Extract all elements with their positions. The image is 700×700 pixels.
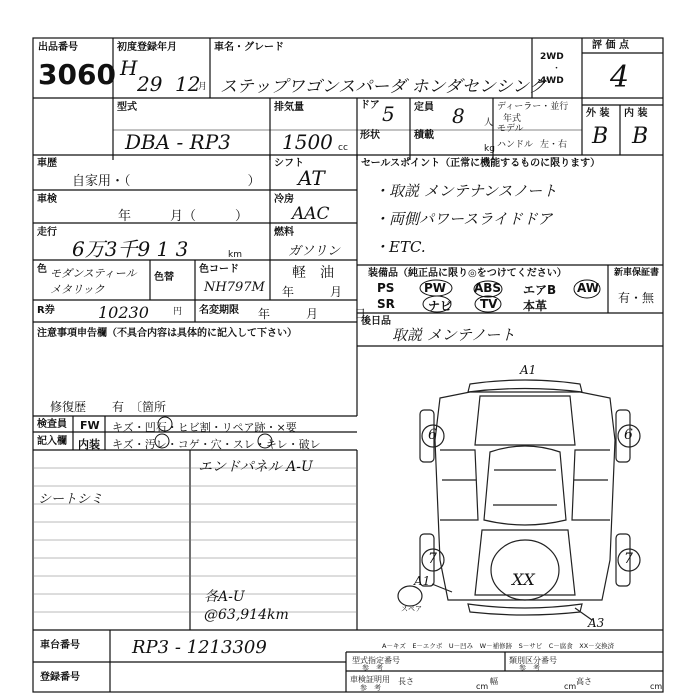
warranty-label: 新車保証書	[614, 268, 660, 278]
legend-text: A－キズ E－エクボ U－凹み W－補修跡 S－サビ C－腐食 XX－交換済	[382, 642, 615, 650]
cert-length: 長さ	[398, 677, 414, 686]
mileage-value: 6万3千9 1 3	[72, 237, 189, 261]
inspection-label: 車検	[37, 194, 57, 205]
note-engine: エンドパネル A-U	[198, 459, 313, 475]
exterior-label: 外 装	[586, 108, 610, 119]
interior-value: B	[632, 124, 649, 149]
handle-value: 左・右	[540, 140, 568, 150]
model-value: ステップワゴンスパーダ ホンダセンシング	[220, 77, 546, 97]
mileage-unit: km	[228, 250, 242, 260]
chassis-value: RP3 - 1213309	[132, 637, 267, 658]
cert-length-unit: cm	[476, 682, 489, 691]
equip-aw: AW	[577, 281, 599, 295]
lot-number-label: 出品番号	[38, 42, 78, 53]
note-seat: シートシミ	[38, 492, 104, 507]
drive-dot: ・	[552, 64, 562, 74]
color-code-label: 色コード	[199, 264, 239, 275]
grade-label: 評 価 点	[592, 40, 629, 51]
dealer-label: ディーラー・並行	[497, 102, 569, 112]
first-reg-year: 29	[137, 72, 163, 96]
type-designation-label: 型式指定番号	[352, 656, 400, 665]
sales-points-label: セールスポイント（正常に機能するものに限ります）	[361, 158, 601, 169]
katashiki-value: DBA - RP3	[125, 130, 231, 154]
mark-left-front: 6	[428, 427, 437, 443]
history-label: 車歴	[37, 158, 57, 169]
equipment-label: 装備品（純正品に限り◎をつけてください）	[368, 268, 567, 279]
displacement-label: 排気量	[274, 102, 304, 113]
capacity-label: 定員	[414, 102, 434, 113]
mark-top: A1	[520, 363, 537, 377]
cert-sub: 参 考	[360, 684, 381, 692]
fuel-gasoline: ガソリン	[288, 244, 341, 259]
name-change-label: 名変期限	[199, 305, 239, 316]
katashiki-label: 型式	[117, 102, 137, 113]
interior-check-label: 内装	[78, 438, 100, 451]
class-number-label: 類別区分番号	[509, 656, 557, 665]
spare-label: スペア	[401, 605, 422, 613]
inspector-label: 検査員	[37, 419, 67, 430]
mark-right-rear: 7	[624, 551, 633, 567]
shift-value: AT	[298, 166, 325, 190]
loadcap-unit: kg	[484, 144, 495, 154]
mark-right-front: 6	[624, 427, 633, 443]
class-number-sub: 参 考	[519, 664, 540, 672]
mark-left-bottom: A1	[414, 574, 431, 588]
grade-value: 4	[610, 60, 630, 95]
entry-label: 記入欄	[37, 436, 67, 447]
color-change-label: 色替	[154, 272, 174, 283]
capacity-value: 8	[452, 104, 465, 128]
first-reg-month-unit: 月	[198, 82, 208, 92]
equip-pw: PW	[424, 281, 447, 295]
model-label-small: モデル	[497, 124, 524, 134]
note-each: 各A-U	[204, 589, 245, 605]
registration-label: 登録番号	[40, 672, 80, 683]
first-reg-month: 12	[175, 72, 201, 96]
recycle-label: R券	[37, 305, 55, 316]
color-value: モダンスティール メタリック	[50, 267, 137, 296]
mark-center: XX	[512, 570, 535, 589]
inspection-value: 年 月（ ）	[118, 209, 249, 224]
shape-label: 形状	[360, 130, 380, 141]
equip-sr: SR	[377, 297, 395, 311]
loadcap-label: 積載	[414, 130, 434, 141]
fuel-label: 燃料	[274, 227, 294, 238]
equip-tv: TV	[480, 297, 498, 311]
sales-point-1: ・取説 メンテナンスノート	[374, 182, 558, 200]
equip-leather: 本革	[523, 299, 548, 313]
cert-label: 車検証明用	[350, 675, 390, 684]
lot-number: 3060	[38, 58, 116, 91]
afterwards-label: 後日品	[361, 316, 391, 327]
mileage-label: 走行	[37, 227, 57, 238]
first-reg-era: H	[120, 56, 138, 80]
model-label: 車名・グレード	[214, 42, 284, 53]
note-meter: @63,914km	[204, 607, 289, 623]
displacement-value: 1500	[282, 130, 333, 154]
drive-4wd: 4WD	[540, 76, 564, 86]
interior-check-text: キズ・汚レ・コゲ・穴・スレ・キレ・破レ	[112, 438, 321, 451]
doors-label: ドア	[360, 100, 380, 111]
repair-history-label: 修復歴	[50, 400, 87, 414]
cert-height: 高さ	[576, 677, 592, 686]
equip-abs: ABS	[474, 281, 502, 295]
fw-text: キズ・凹石・ヒビ割・リペア跡・×要	[112, 421, 297, 434]
notes-label: 注意事項申告欄（不具合内容は具体的に記入して下さい）	[37, 328, 297, 339]
exterior-value: B	[592, 124, 609, 149]
equip-ps: PS	[377, 281, 395, 295]
cert-height-unit: cm	[650, 682, 663, 691]
fuel-row-date: 年 月	[282, 285, 343, 299]
recycle-unit: 円	[173, 307, 183, 317]
interior-label: 内 装	[624, 108, 648, 119]
chassis-label: 車台番号	[40, 640, 80, 651]
type-designation-sub: 参 考	[362, 664, 383, 672]
name-change-value: 年 月 日	[258, 307, 367, 321]
color-code-value: NH797M	[204, 280, 265, 295]
drive-2wd: 2WD	[540, 52, 564, 62]
model-year-label: 年式	[503, 114, 522, 124]
sales-point-3: ・ETC.	[374, 238, 426, 256]
shift-label: シフト	[274, 158, 304, 169]
equip-navi: ナビ	[428, 299, 453, 313]
cooling-label: 冷房	[274, 194, 294, 205]
handle-label: ハンドル	[497, 140, 534, 150]
recycle-value: 10230	[98, 303, 149, 322]
capacity-unit: 人	[484, 118, 494, 128]
equip-airbag: エアB	[523, 283, 557, 297]
sales-point-2: ・両側パワースライドドア	[374, 210, 553, 228]
afterwards-value: 取説 メンテノート	[392, 326, 516, 344]
fw-label: FW	[80, 419, 100, 432]
first-reg-label: 初度登録年月	[117, 42, 177, 53]
mark-left-rear: 7	[428, 551, 437, 567]
cert-width-unit: cm	[564, 682, 577, 691]
displacement-unit: cc	[338, 143, 348, 153]
mark-bottom-right: A3	[588, 616, 605, 630]
repair-history-value: 有 〔箇所	[112, 400, 167, 414]
cert-width: 幅	[490, 677, 498, 686]
warranty-value: 有・無	[618, 291, 655, 305]
doors-value: 5	[382, 102, 395, 126]
cooling-value: AAC	[292, 204, 330, 224]
history-value: 自家用・（ ）	[72, 174, 261, 189]
color-label: 色	[37, 264, 47, 275]
fuel-diesel: 軽 油	[292, 265, 334, 281]
